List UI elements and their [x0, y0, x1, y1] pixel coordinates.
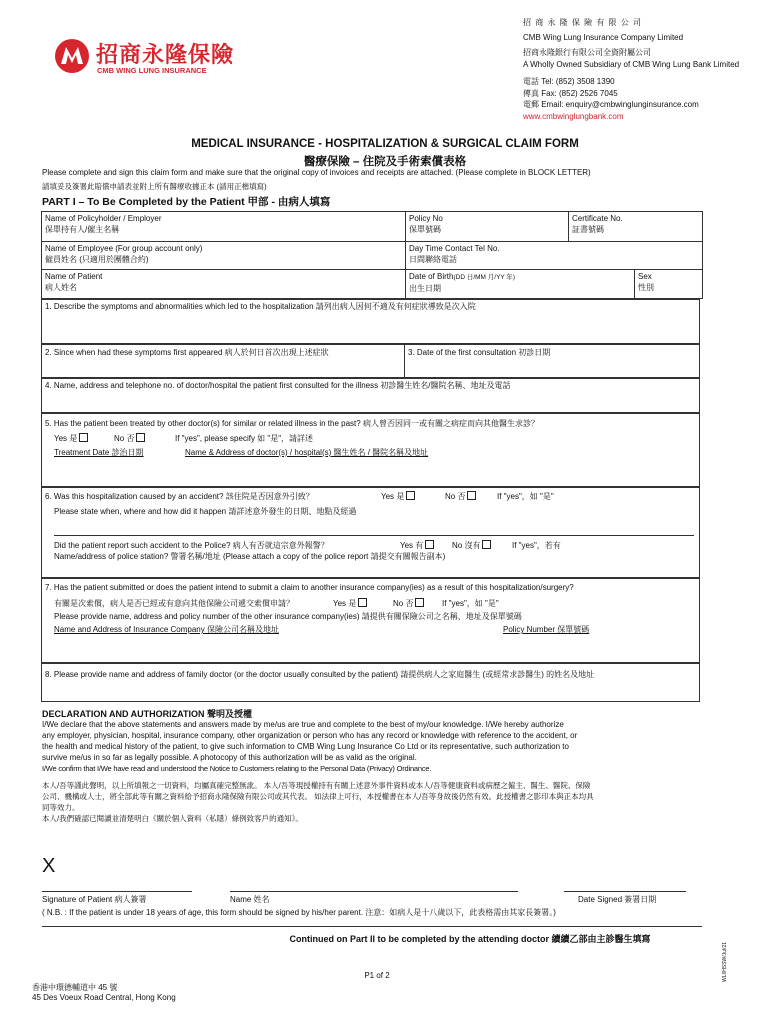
signature-x-mark: X	[42, 855, 56, 877]
q5-treatment-date-label: Treatment Date 診治日期	[54, 448, 144, 457]
guardian-note: ( N.B. : If the patient is under 18 years of age, this form should be signed by his/her parent. 注意：如病人是十八歲以下，此表格需由其家長簽署。)	[42, 908, 556, 917]
q6-details-label: Please state when, where and how did it happen 請詳述意外發生的日期、地點及經過	[54, 507, 357, 516]
employee-name-field[interactable]: Name of Employee (For group account only) 僱員姓名 (只適用於團體合約)	[42, 242, 406, 270]
form-code: WLI/HSSW/Jul/21	[722, 941, 728, 982]
q3-first-consultation[interactable]: 3. Date of the first consultation 初診日期	[408, 348, 551, 357]
q5-prior-treatment-box: 5. Has the patient been treated by other doctor(s) for similar or related illness in the past? 病人曾否因同一或有關之病症而向其他醫生求診？ Yes 是 No 否 If "yes", please specify 如 "是"，請詳述 Treatment Date 診治日期 Name & Address of doctor(s) / hospital(s) 醫生姓名 / 醫院名稱及地址	[41, 413, 700, 487]
q5-doctor-label: Name & Address of doctor(s) / hospital(s) 醫生姓名 / 醫院名稱及地址	[185, 448, 429, 457]
email: 電郵 Email: enquiry@cmbwinglunginsurance.com	[523, 100, 699, 109]
instructions-cn: 請填妥及簽署此賠償申請表並附上所有醫療收據正本 (請用正楷填寫)	[42, 182, 267, 191]
logo-mark-icon	[54, 38, 90, 74]
q5-no-checkbox[interactable]	[136, 433, 145, 442]
date-signed-label: Date Signed 簽署日期	[578, 895, 657, 904]
policy-no-field[interactable]: Policy No 保單號碼	[406, 212, 569, 242]
patient-info-table	[41, 211, 703, 299]
q7-company-label: Name and Address of Insurance Company 保險公司名稱及地址	[54, 625, 279, 634]
dob-field[interactable]: Date of Birth(DD 日/MM 月/YY 年) 出生日期	[406, 270, 635, 299]
declaration-heading: DECLARATION AND AUTHORIZATION 聲明及授權	[42, 709, 252, 719]
subsidiary-en: A Wholly Owned Subsidiary of CMB Wing Lung Bank Limited	[523, 59, 740, 69]
signature-line[interactable]	[42, 891, 192, 892]
phone: 電話 Tel: (852) 3508 1390	[523, 77, 615, 86]
name-label: Name 姓名	[230, 895, 270, 904]
continued-note: Continued on Part II to be completed by the attending doctor 續續乙部由主診醫生填寫	[289, 934, 651, 944]
company-logo	[54, 38, 250, 78]
q6-details-line[interactable]	[54, 535, 694, 536]
certificate-no-field[interactable]: Certificate No. 証書號碼	[569, 212, 703, 242]
day-tel-field[interactable]: Day Time Contact Tel No. 日間聯絡電話	[406, 242, 703, 270]
q7-policy-label: Policy Number 保單號碼	[503, 625, 590, 634]
form-title-en: MEDICAL INSURANCE - HOSPITALIZATION & SURGICAL CLAIM FORM	[191, 138, 579, 150]
police-station-label: Name/address of police station? 警署名稱/地址 (Please attach a copy of the police report 請提交有關報告副本)	[54, 552, 446, 561]
signature-label: Signature of Patient 病人簽署	[42, 895, 147, 904]
part1-heading: PART I – To Be Completed by the Patient 甲部 - 由病人填寫	[42, 196, 331, 208]
subsidiary-cn: 招商永隆銀行有限公司全資附屬公司	[523, 48, 651, 57]
policyholder-field[interactable]: Name of Policyholder / Employer 保單持有人/僱主名稱	[42, 212, 406, 242]
company-info	[523, 17, 763, 122]
patient-name-field[interactable]: Name of Patient 病人姓名	[42, 270, 406, 299]
q6-accident-box: 6. Was this hospitalization caused by an accident? 該住院是否因意外引致？ Yes 是 No 否 If "yes"，如 "是" Please state when, where and how did it happen 請詳述意外發生的日期、地點及經過 Did the patient report such accident to the Police? 病人有否就這宗意外報警？ Yes 有 No 沒有 If "yes"，若有 Name/address of police station? 警署名稱/地址 (Please attach a copy of the police report 請提交有關報告副本)	[41, 487, 700, 578]
q6-no-checkbox[interactable]	[467, 491, 476, 500]
q4-doctor-box[interactable]: 4. Name, address and telephone no. of doctor/hospital the patient first consulted for the illness 初診醫生姓名/醫院名稱、地址及電話	[41, 378, 700, 413]
q5-yes-checkbox[interactable]	[79, 433, 88, 442]
footer-address-en: 45 Des Voeux Road Central, Hong Kong	[32, 993, 176, 1002]
website-link[interactable]: www.cmbwinglungbank.com	[523, 111, 624, 121]
q6-yes-checkbox[interactable]	[406, 491, 415, 500]
form-title-cn: 醫療保險 – 住院及手術索償表格	[303, 156, 467, 168]
q8-family-doctor-box[interactable]: 8. Please provide name and address of family doctor (or the doctor usually consulted by the patient) 請提供病人之家庭醫生 (或經常求診醫生) 的姓名及地址	[41, 663, 700, 702]
q2-first-appeared[interactable]: 2. Since when had these symptoms first appeared 病人於何日首次出現上述症狀	[45, 348, 329, 357]
q7-no-checkbox[interactable]	[415, 598, 424, 607]
q6-police-yes-checkbox[interactable]	[425, 540, 434, 549]
q7-other-insurance-box: 7. Has the patient submitted or does the patient intend to submit a claim to another insurance company(ies) as a result of this hospitalization/surgery? 有關是次索償，病人是否已經或有意向其他保險公司遞交索償申請？ Yes 是 No 否 If "yes"，如 "是" Please provide name, address and policy number of the other insurance company(ies) 請提供有關保險公司之名稱、地址及保單號碼 Name and Address of Insurance Company 保險公司名稱及地址 Policy Number 保單號碼	[41, 578, 700, 663]
q2-q3-box	[41, 344, 700, 378]
page-number: P1 of 2	[364, 971, 390, 980]
logo-chinese: 招商永隆保險	[96, 42, 235, 67]
q6-police-no-checkbox[interactable]	[482, 540, 491, 549]
name-line[interactable]	[230, 891, 518, 892]
company-name-en: CMB Wing Lung Insurance Company Limited	[523, 32, 684, 42]
fax: 傳真 Fax: (852) 2526 7045	[523, 88, 618, 98]
declaration-text: I/We declare that the above statements and answers made by me/us are true and complete to the best of my/our knowledge. I/We hereby authorize any employer, physician, hospital, insurance company, other organization or person who has any record or knowledge with reference to the accident, or the health and medical history of the patient, to give such information to CMB Wing Lung Insurance Co Ltd or its representative, such authorization to survive me/us in so far as legally possible. A photocopy of this authorization will be as valid as the original. I/We confirm that I/We have read and understood the Notice to Customers relating to the Personal Data (Privacy) Ordinance. 本人/吾等謹此聲明，以上所填報之一切資料，均屬真確完整無訛。 本人/吾等現授權持有有關上述意外事件資料或本人/吾等健康資料或病歷之僱主、醫生、醫院、保險 公司、機構或人士，將全部此等有關之資料給予招商永隆保險有限公司或其代表。 如法律上可行，本授權書在本人/吾等身故後仍然有效。此授權書之影印本與正本均具 同等效力。 本人/我們確認已閱讀並清楚明白《關於個人資料（私隱）條例致客戶的通知》。	[42, 720, 594, 823]
divider	[42, 926, 702, 927]
instructions-en: Please complete and sign this claim form and make sure that the original copy of invoices and receipts are attached. (Please complete in BLOCK LETTER)	[42, 168, 591, 177]
q1-symptoms-box[interactable]: 1. Describe the symptoms and abnormalities which led to the hospitalization 請列出病人因何不適及有何症狀導致是次入院	[41, 299, 700, 344]
q7-yes-checkbox[interactable]	[358, 598, 367, 607]
company-name-cn: 招 商 永 隆 保 險 有 限 公 司	[523, 18, 643, 27]
date-line[interactable]	[564, 891, 686, 892]
footer-address-cn: 香港中環德輔道中 45 號	[32, 983, 118, 992]
sex-field[interactable]: Sex 性別	[635, 270, 703, 299]
logo-english: CMB WING LUNG INSURANCE	[97, 66, 207, 75]
